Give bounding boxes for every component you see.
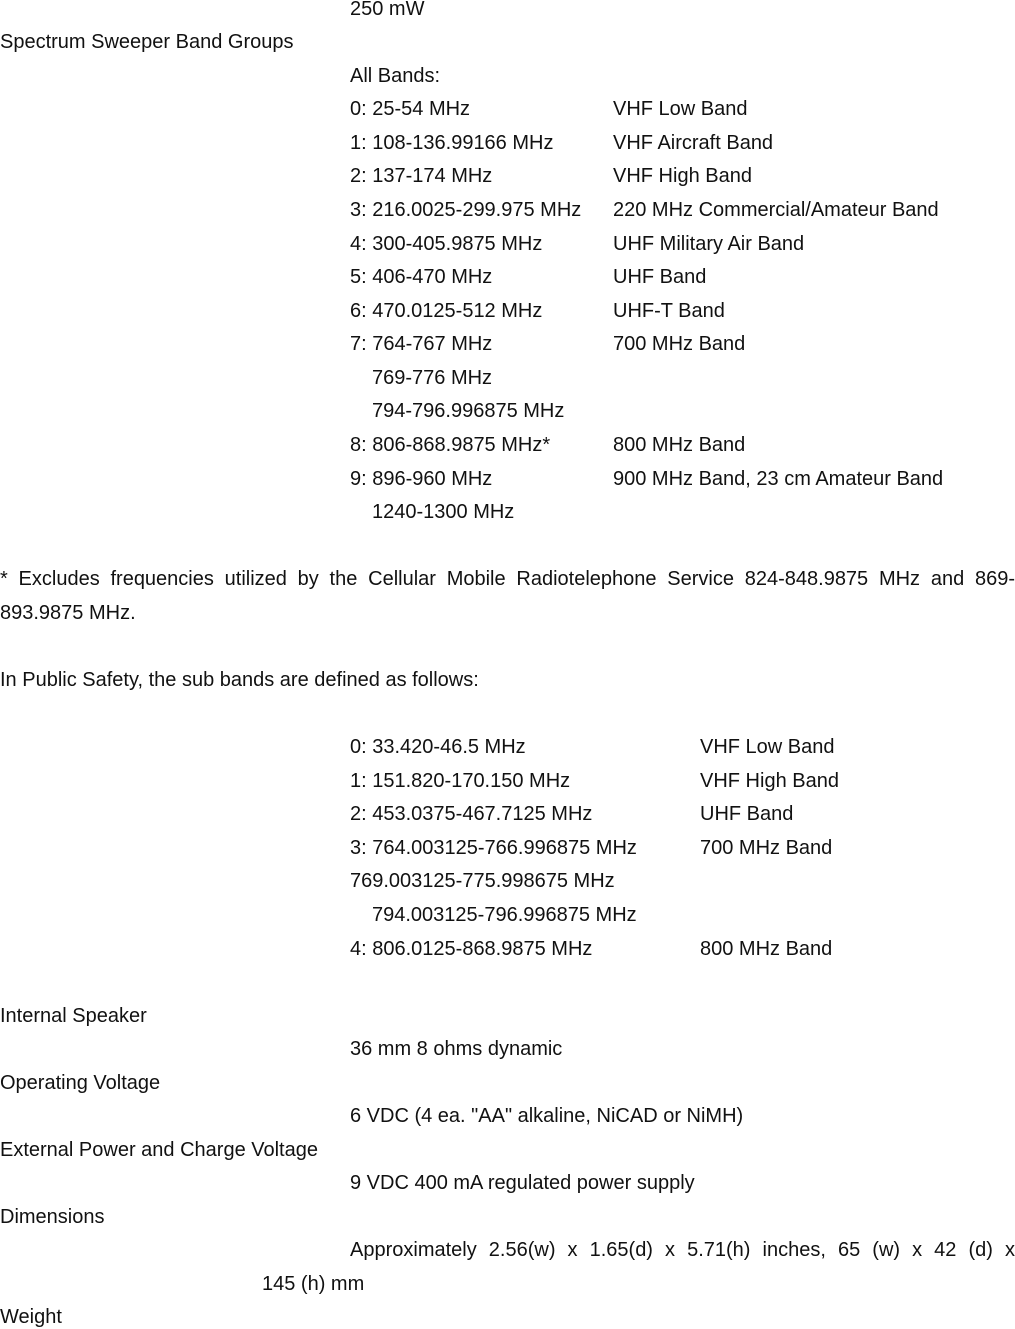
spectrum-heading: Spectrum Sweeper Band Groups	[0, 31, 294, 53]
speaker-label: Internal Speaker	[0, 1005, 147, 1027]
band-range-continuation: 794-796.996875 MHz	[372, 400, 565, 422]
band-name: UHF Band	[613, 266, 707, 288]
band-range: 8: 806-868.9875 MHz*	[350, 434, 551, 456]
ps-band-name: VHF High Band	[700, 770, 839, 792]
band-range: 1: 108-136.99166 MHz	[350, 132, 554, 154]
band-range-continuation: 769-776 MHz	[372, 367, 493, 389]
band-range: 4: 300-405.9875 MHz	[350, 233, 543, 255]
band-name: UHF Military Air Band	[613, 233, 805, 255]
band-name: VHF Aircraft Band	[613, 132, 774, 154]
ps-band-range: 2: 453.0375-467.7125 MHz	[350, 803, 593, 825]
band-name: 900 MHz Band, 23 cm Amateur Band	[613, 468, 944, 490]
band-range: 7: 764-767 MHz	[350, 333, 493, 355]
operating-voltage-label: Operating Voltage	[0, 1072, 161, 1094]
ps-band-name: 700 MHz Band	[700, 837, 833, 859]
ps-band-name: 800 MHz Band	[700, 938, 833, 960]
band-name: VHF Low Band	[613, 98, 748, 120]
band-range: 0: 25-54 MHz	[350, 98, 471, 120]
band-name: 800 MHz Band	[613, 434, 746, 456]
band-range-continuation: 1240-1300 MHz	[372, 501, 515, 523]
band-name: UHF-T Band	[613, 300, 725, 322]
ps-band-range-continuation: 769.003125-775.998675 MHz	[350, 870, 615, 892]
band-range: 9: 896-960 MHz	[350, 468, 493, 490]
band-range: 3: 216.0025-299.975 MHz	[350, 199, 582, 221]
external-power-value: 9 VDC 400 mA regulated power supply	[350, 1172, 695, 1194]
ps-band-range: 0: 33.420-46.5 MHz	[350, 736, 526, 758]
dimensions-value-continuation: 145 (h) mm	[262, 1273, 365, 1295]
dimensions-value: Approximately 2.56(w) x 1.65(d) x 5.71(h) inches, 65 (w) x 42 (d) x	[350, 1239, 1015, 1261]
weight-label: Weight	[0, 1306, 62, 1328]
operating-voltage-value: 6 VDC (4 ea. "AA" alkaline, NiCAD or NiMH)	[350, 1105, 744, 1127]
cellular-exclusion-footnote: * Excludes frequencies utilized by the Cellular Mobile Radiotelephone Service 824-848.9875 MHz and 869-893.9875 MHz.	[0, 568, 1015, 624]
dimensions-label: Dimensions	[0, 1206, 105, 1228]
band-name: VHF High Band	[613, 165, 752, 187]
band-range: 5: 406-470 MHz	[350, 266, 493, 288]
power-value: 250 mW	[350, 0, 425, 20]
ps-band-range: 4: 806.0125-868.9875 MHz	[350, 938, 593, 960]
public-safety-intro: In Public Safety, the sub bands are defined as follows:	[0, 669, 479, 691]
band-range: 2: 137-174 MHz	[350, 165, 493, 187]
band-name: 220 MHz Commercial/Amateur Band	[613, 199, 939, 221]
ps-band-name: VHF Low Band	[700, 736, 835, 758]
all-bands-label: All Bands:	[350, 65, 441, 87]
band-name: 700 MHz Band	[613, 333, 746, 355]
ps-band-name: UHF Band	[700, 803, 794, 825]
external-power-label: External Power and Charge Voltage	[0, 1139, 318, 1161]
band-range: 6: 470.0125-512 MHz	[350, 300, 543, 322]
speaker-value: 36 mm 8 ohms dynamic	[350, 1038, 563, 1060]
ps-band-range: 1: 151.820-170.150 MHz	[350, 770, 571, 792]
ps-band-range-continuation: 794.003125-796.996875 MHz	[372, 904, 637, 926]
ps-band-range: 3: 764.003125-766.996875 MHz	[350, 837, 637, 859]
